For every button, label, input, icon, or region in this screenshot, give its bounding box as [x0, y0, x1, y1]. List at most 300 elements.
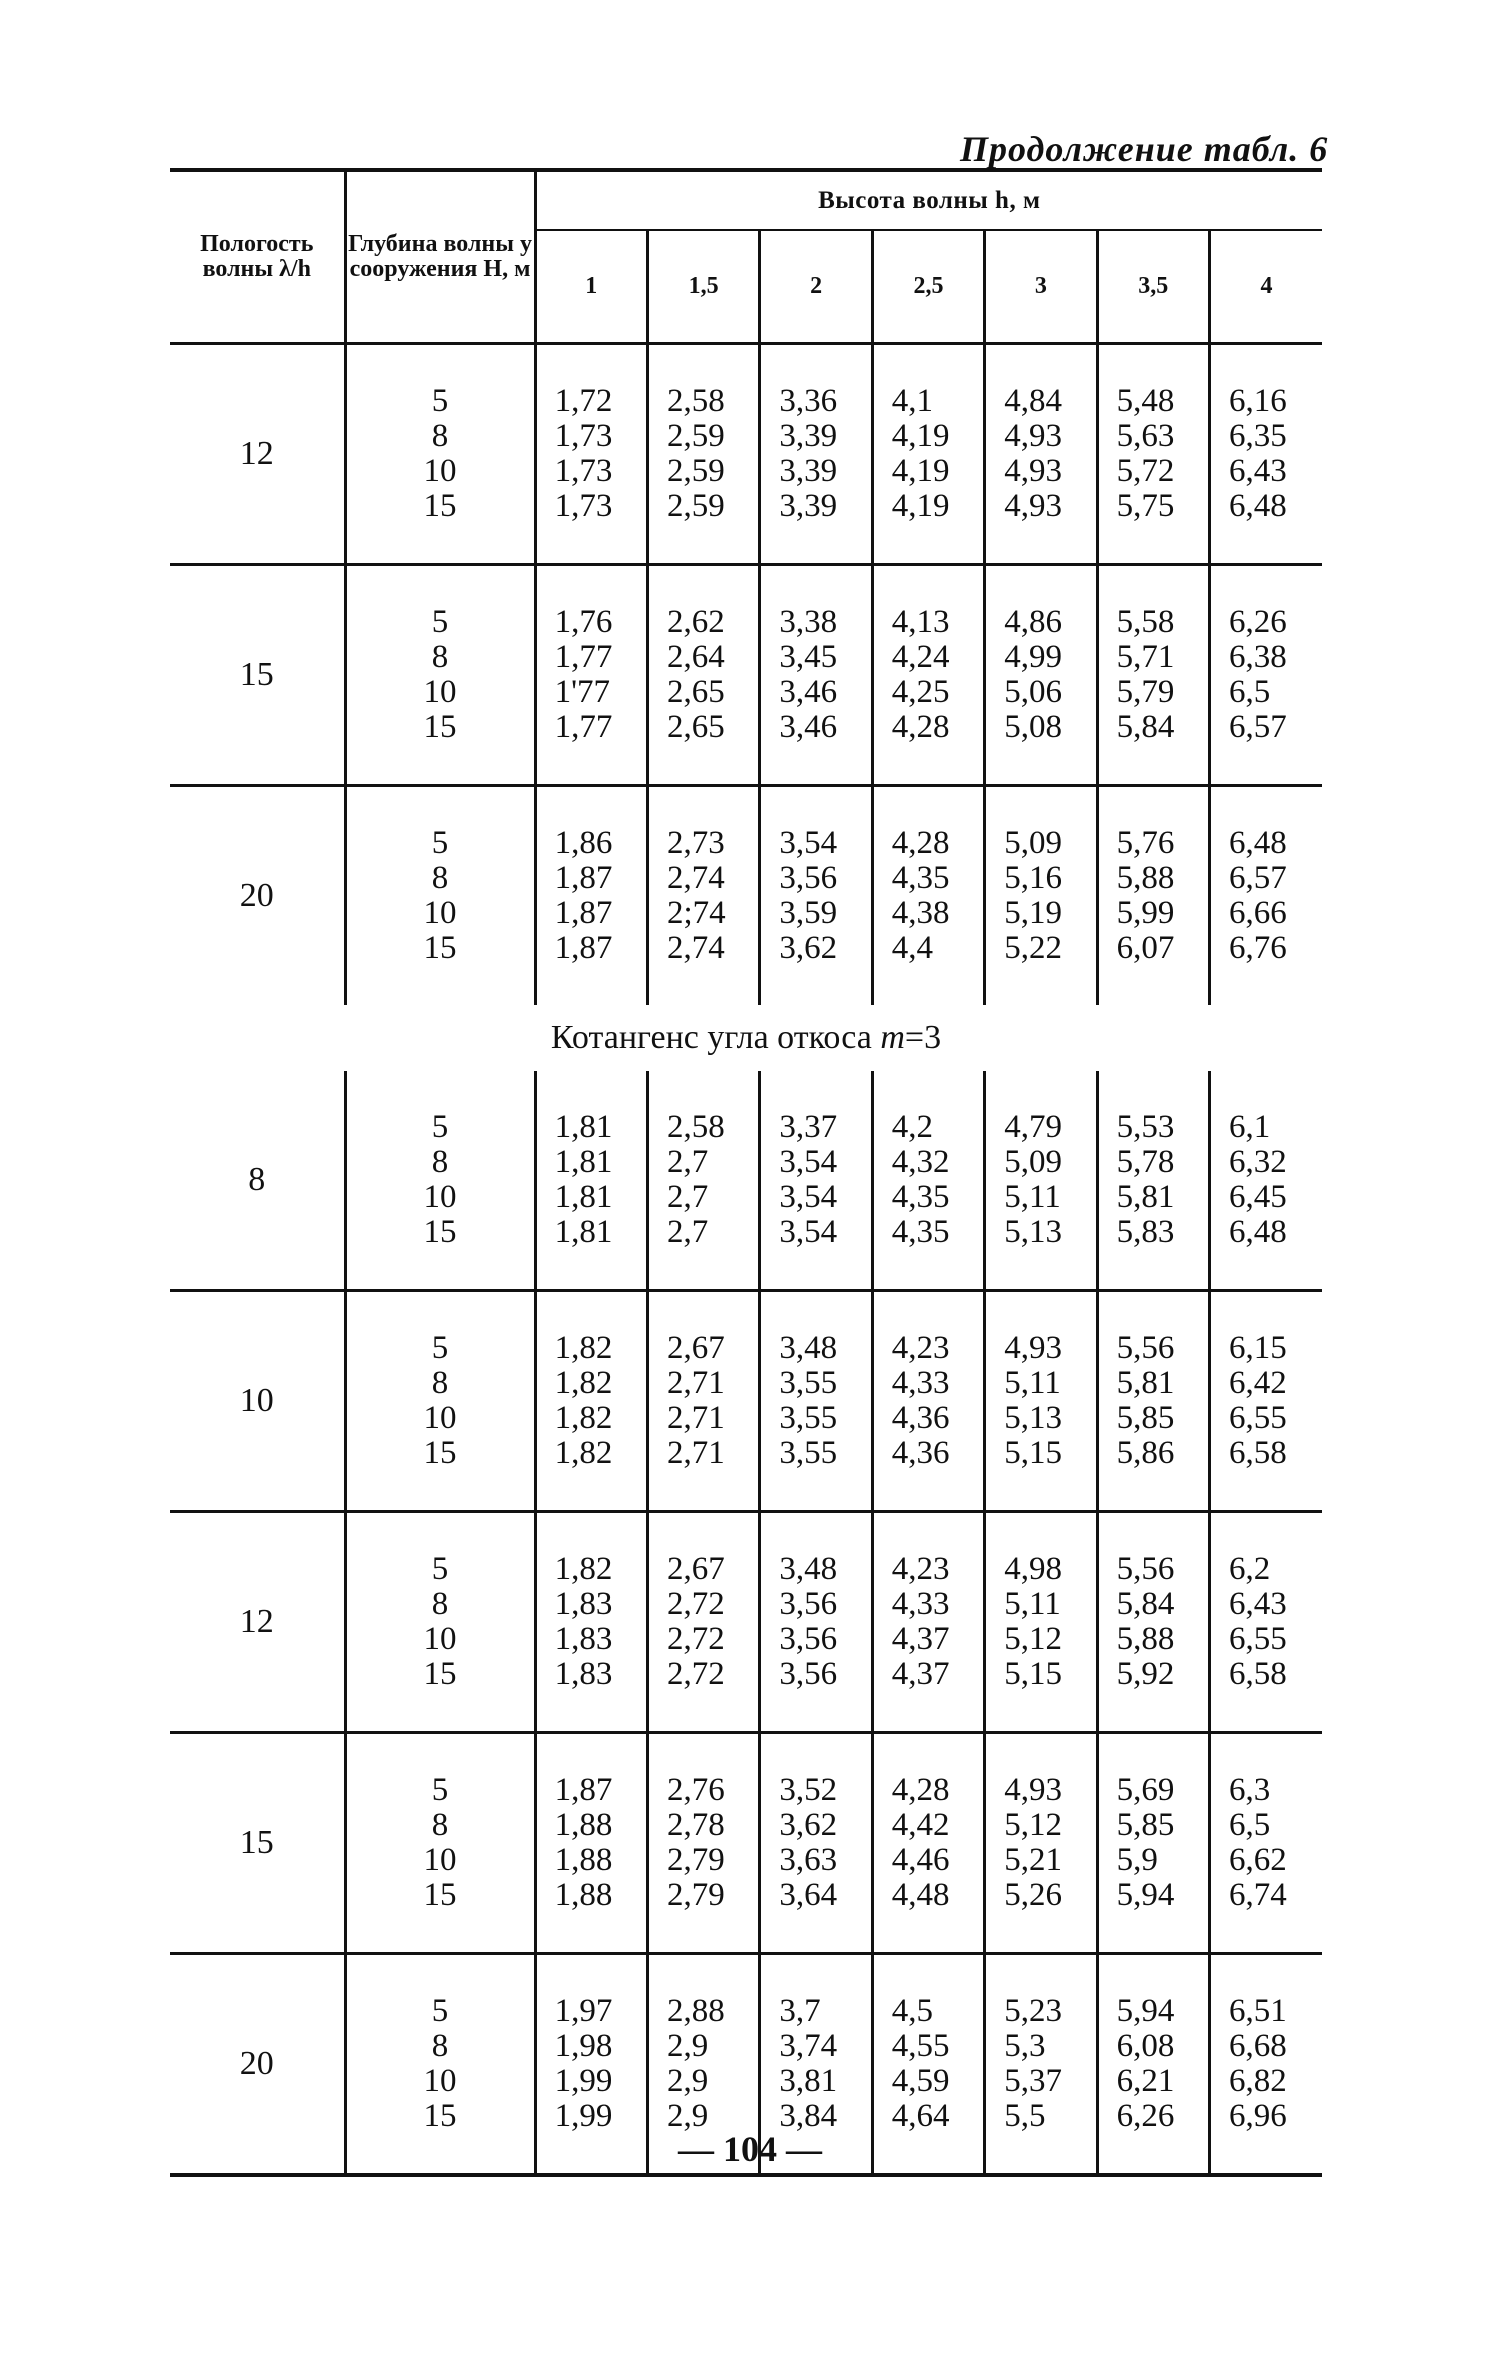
- height-column-values: [760, 565, 872, 786]
- table-cell: 4,84: [1004, 383, 1062, 419]
- subheading-value: =3: [904, 1019, 942, 1056]
- table-cell: 3,55: [779, 1435, 838, 1471]
- table-cell: 2,7: [666, 1179, 709, 1215]
- table-cell: 3,54: [779, 1179, 838, 1215]
- table-cell: 4,46: [891, 1842, 950, 1878]
- height-column-values: [1097, 786, 1209, 1006]
- height-column-values: [535, 344, 647, 565]
- height-column-values: [535, 1071, 647, 1291]
- table-cell: 5,86: [1116, 1435, 1175, 1471]
- table-cell: 1,82: [554, 1330, 613, 1366]
- depth-value: 15: [423, 1435, 457, 1471]
- table-cell: 6,57: [1229, 709, 1287, 745]
- table-cell: 2;74: [666, 895, 726, 931]
- depth-value: 5: [431, 1551, 449, 1587]
- table-cell: 5,9: [1116, 1842, 1158, 1878]
- depth-value: 15: [423, 1877, 457, 1913]
- header-height-0: 1: [535, 230, 647, 344]
- header-height-4: 3: [985, 230, 1097, 344]
- table-cell: 5,58: [1116, 604, 1175, 640]
- depth-values: [345, 344, 535, 565]
- table-row: [170, 786, 1322, 1006]
- depth-value: 10: [423, 1842, 457, 1878]
- height-column-values: [1210, 786, 1323, 1006]
- table-cell: 4,93: [1004, 453, 1062, 489]
- table-cell: 1,83: [554, 1586, 613, 1622]
- table-cell: 2,74: [666, 860, 725, 896]
- depth-values: [345, 1512, 535, 1733]
- table-cell: 1,82: [554, 1551, 613, 1587]
- table-cell: 3,62: [779, 930, 838, 966]
- height-column-values: [647, 1512, 759, 1733]
- header-wave-height-group: Высота волны h, м: [535, 170, 1322, 230]
- table-row: [170, 344, 1322, 565]
- table-cell: 1'77: [554, 674, 611, 710]
- depth-value: 15: [423, 1214, 457, 1250]
- table-row: [170, 1291, 1322, 1512]
- table-cell: 4,93: [1004, 1772, 1062, 1808]
- height-column-values: [647, 1071, 759, 1291]
- table-cell: 5,69: [1116, 1772, 1175, 1808]
- table-cell: 1,99: [554, 2098, 613, 2134]
- table-cell: 1,88: [554, 1877, 613, 1913]
- height-column-values: [535, 1512, 647, 1733]
- table-cell: 3,48: [779, 1551, 838, 1587]
- table-cell: 3,63: [779, 1842, 838, 1878]
- table-cell: 5,09: [1004, 825, 1062, 861]
- table-cell: 5,12: [1004, 1621, 1062, 1657]
- depth-value: 10: [423, 1621, 457, 1657]
- table-cell: 4,32: [891, 1144, 950, 1180]
- depth-value: 10: [423, 895, 457, 931]
- table-cell: 1,81: [554, 1144, 613, 1180]
- table-cell: 3,59: [779, 895, 838, 931]
- table-cell: 6,43: [1229, 453, 1287, 489]
- table-cell: 3,55: [779, 1400, 838, 1436]
- table-cell: 5,72: [1116, 453, 1175, 489]
- depth-value: 8: [431, 1365, 449, 1401]
- table-cell: 1,99: [554, 2063, 613, 2099]
- steepness-value: 8: [248, 1161, 266, 1198]
- table-cell: 5,26: [1004, 1877, 1062, 1913]
- table-cell: 6,76: [1229, 930, 1287, 966]
- table-cell: 3,56: [779, 860, 838, 896]
- table-cell: 5,53: [1116, 1109, 1175, 1145]
- table-row: [170, 1733, 1322, 1954]
- table-cell: 4,33: [891, 1586, 950, 1622]
- table-cell: 5,06: [1004, 674, 1062, 710]
- table-cell: 1,76: [554, 604, 613, 640]
- height-column-values: [985, 786, 1097, 1006]
- table-cell: 6,58: [1229, 1435, 1287, 1471]
- table-cell: 5,15: [1004, 1656, 1062, 1692]
- steepness-value: 15: [170, 565, 345, 786]
- table-cell: 3,48: [779, 1330, 838, 1366]
- table-cell: 6,57: [1229, 860, 1287, 896]
- depth-value: 15: [423, 709, 457, 745]
- table-cell: 1,73: [554, 488, 613, 524]
- depth-value: 5: [431, 1993, 449, 2029]
- height-column-values: [760, 1733, 872, 1954]
- table-cell: 2,76: [666, 1772, 725, 1808]
- table-cell: 4,28: [891, 825, 950, 861]
- depth-values: [345, 1733, 535, 1954]
- depth-value: 10: [423, 1400, 457, 1436]
- table-cell: 6,74: [1229, 1877, 1287, 1913]
- table-cell: 5,92: [1116, 1656, 1175, 1692]
- table-cell: 1,77: [554, 639, 613, 675]
- table-cell: 4,1: [891, 383, 934, 419]
- table-cell: 2,59: [666, 488, 725, 524]
- depth-values: [345, 1071, 535, 1291]
- table-cell: 2,59: [666, 453, 725, 489]
- height-column-values: [647, 344, 759, 565]
- depth-values: [345, 1291, 535, 1512]
- table-cell: 4,5: [891, 1993, 934, 2029]
- height-column-values: [872, 1071, 984, 1291]
- table-cell: 6,68: [1229, 2028, 1287, 2064]
- table-cell: 6,21: [1116, 2063, 1175, 2099]
- table-row: [170, 1512, 1322, 1733]
- table-cell: 5,75: [1116, 488, 1175, 524]
- table-cell: 2,72: [666, 1621, 725, 1657]
- depth-value: 5: [431, 825, 449, 861]
- depth-value: 10: [423, 1179, 457, 1215]
- table-cell: 6,1: [1229, 1109, 1271, 1145]
- table-cell: 1,82: [554, 1365, 613, 1401]
- depth-value: 5: [431, 1330, 449, 1366]
- height-column-values: [760, 344, 872, 565]
- table-cell: 2,7: [666, 1214, 709, 1250]
- table-cell: 4,86: [1004, 604, 1062, 640]
- table-cell: 5,12: [1004, 1807, 1062, 1843]
- table-cell: 2,71: [666, 1365, 725, 1401]
- table-cell: 5,94: [1116, 1877, 1175, 1913]
- height-column-values: [760, 1291, 872, 1512]
- table-cell: 6,58: [1229, 1656, 1287, 1692]
- table-cell: 6,08: [1116, 2028, 1175, 2064]
- height-column-values: [985, 1512, 1097, 1733]
- height-column-values: [1210, 1071, 1323, 1291]
- table-cell: 6,55: [1229, 1400, 1287, 1436]
- table-cell: 3,56: [779, 1656, 838, 1692]
- height-column-values: [535, 1291, 647, 1512]
- table-cell: 3,84: [779, 2098, 838, 2134]
- subheading-symbol: m: [880, 1019, 905, 1056]
- table-cell: 3,39: [779, 453, 838, 489]
- table-cell: 2,58: [666, 383, 725, 419]
- header-height-1: 1,5: [647, 230, 759, 344]
- table-cell: 4,13: [891, 604, 950, 640]
- table-cell: 5,23: [1004, 1993, 1062, 2029]
- table-cell: 2,67: [666, 1330, 725, 1366]
- table-cell: 1,83: [554, 1621, 613, 1657]
- steepness-value: 20: [170, 786, 345, 1006]
- table-cell: 1,97: [554, 1993, 613, 2029]
- table-cell: 6,96: [1229, 2098, 1287, 2134]
- table-cell: 4,24: [891, 639, 950, 675]
- table-cell: 2,9: [666, 2028, 709, 2064]
- table-cell: 6,26: [1229, 604, 1287, 640]
- table-cell: 2,78: [666, 1807, 725, 1843]
- header-height-3: 2,5: [872, 230, 984, 344]
- header-height-6: 4: [1210, 230, 1323, 344]
- depth-value: 15: [423, 930, 457, 966]
- table-cell: 3,81: [779, 2063, 838, 2099]
- height-column-values: [1210, 1512, 1323, 1733]
- depth-value: 10: [423, 2063, 457, 2099]
- header-height-2: 2: [760, 230, 872, 344]
- table-cell: 2,65: [666, 709, 725, 745]
- table-cell: 2,71: [666, 1400, 725, 1436]
- table-cell: 4,35: [891, 860, 950, 896]
- height-column-values: [985, 565, 1097, 786]
- table-cell: 1,73: [554, 418, 613, 454]
- height-column-values: [1097, 1733, 1209, 1954]
- table-cell: 2,79: [666, 1877, 725, 1913]
- table-cell: 4,79: [1004, 1109, 1062, 1145]
- steepness-value: 10: [170, 1291, 345, 1512]
- table-cell: 3,45: [779, 639, 838, 675]
- table-cell: 6,3: [1229, 1772, 1271, 1808]
- table-cell: 6,48: [1229, 488, 1287, 524]
- table-cell: 3,37: [779, 1109, 838, 1145]
- height-column-values: [535, 786, 647, 1006]
- table-cell: 3,46: [779, 674, 838, 710]
- table-cell: 6,48: [1229, 1214, 1287, 1250]
- height-column-values: [872, 1512, 984, 1733]
- height-column-values: [647, 786, 759, 1006]
- table-cell: 4,25: [891, 674, 950, 710]
- depth-value: 5: [431, 604, 449, 640]
- table-cell: 3,36: [779, 383, 838, 419]
- table-cell: 4,35: [891, 1179, 950, 1215]
- table-cell: 4,42: [891, 1807, 950, 1843]
- table-cell: 5,85: [1116, 1400, 1175, 1436]
- table-cell: 5,56: [1116, 1551, 1175, 1587]
- table-cell: 2,9: [666, 2098, 709, 2134]
- depth-value: 15: [423, 488, 457, 524]
- table-cell: 4,23: [891, 1551, 950, 1587]
- depth-value: 8: [431, 1144, 449, 1180]
- table-cell: 3,62: [779, 1807, 838, 1843]
- table-cell: 2,9: [666, 2063, 709, 2099]
- height-column-values: [647, 565, 759, 786]
- depth-value: 8: [431, 639, 449, 675]
- table-cell: 2,71: [666, 1435, 725, 1471]
- table-continuation-caption: Продолжение табл. 6: [960, 129, 1329, 169]
- depth-value: 8: [431, 2028, 449, 2064]
- height-column-values: [1210, 344, 1323, 565]
- table-cell: 6,45: [1229, 1179, 1287, 1215]
- table-cell: 5,56: [1116, 1330, 1175, 1366]
- table-cell: 5,16: [1004, 860, 1062, 896]
- table-cell: 1,81: [554, 1179, 613, 1215]
- page-number: — 104 —: [678, 2129, 822, 2169]
- table-cell: 2,7: [666, 1144, 709, 1180]
- table-cell: 2,79: [666, 1842, 725, 1878]
- height-column-values: [1097, 1071, 1209, 1291]
- table-cell: 5,3: [1004, 2028, 1046, 2064]
- table-cell: 6,82: [1229, 2063, 1287, 2099]
- table-cell: 4,19: [891, 488, 950, 524]
- table-cell: 2,62: [666, 604, 725, 640]
- table-cell: 5,78: [1116, 1144, 1175, 1180]
- table-cell: 6,5: [1229, 1807, 1271, 1843]
- table-cell: 3,54: [779, 1144, 838, 1180]
- height-column-values: [872, 1291, 984, 1512]
- height-column-values: [647, 1291, 759, 1512]
- depth-value: 5: [431, 383, 449, 419]
- table-cell: 2,72: [666, 1656, 725, 1692]
- depth-value: 10: [423, 453, 457, 489]
- table-cell: 4,2: [891, 1109, 934, 1145]
- height-column-values: [1210, 1291, 1323, 1512]
- height-column-values: [985, 1291, 1097, 1512]
- table-cell: 5,88: [1116, 860, 1175, 896]
- height-column-values: [760, 786, 872, 1006]
- height-column-values: [760, 1071, 872, 1291]
- depth-value: 8: [431, 860, 449, 896]
- table-cell: 1,88: [554, 1807, 613, 1843]
- table-cell: 6,66: [1229, 895, 1287, 931]
- table-cell: 5,71: [1116, 639, 1175, 675]
- table-cell: 4,99: [1004, 639, 1062, 675]
- table-cell: 6,16: [1229, 383, 1287, 419]
- table-cell: 2,88: [666, 1993, 725, 2029]
- table-cell: 5,81: [1116, 1179, 1175, 1215]
- table-cell: 3,39: [779, 418, 838, 454]
- table-cell: 5,79: [1116, 674, 1175, 710]
- height-column-values: [1097, 1291, 1209, 1512]
- depth-value: 10: [423, 674, 457, 710]
- table-cell: 4,4: [891, 930, 934, 966]
- height-column-values: [985, 344, 1097, 565]
- table-cell: 4,19: [891, 453, 950, 489]
- table-cell: 5,84: [1116, 1586, 1175, 1622]
- table-cell: 5,13: [1004, 1400, 1062, 1436]
- depth-value: 15: [423, 1656, 457, 1692]
- table-cell: 3,7: [779, 1993, 821, 2029]
- table-cell: 2,64: [666, 639, 725, 675]
- table-cell: 6,32: [1229, 1144, 1287, 1180]
- table-cell: 6,15: [1229, 1330, 1287, 1366]
- table-cell: 5,5: [1004, 2098, 1046, 2134]
- table-cell: 1,81: [554, 1109, 613, 1145]
- table-cell: 4,23: [891, 1330, 950, 1366]
- header-depth: Глубина волны у сооружения H, м: [345, 170, 535, 344]
- table-cell: 5,84: [1116, 709, 1175, 745]
- table-cell: 5,81: [1116, 1365, 1175, 1401]
- table-cell: 6,48: [1229, 825, 1287, 861]
- table-cell: 5,11: [1004, 1586, 1061, 1622]
- table-cell: 4,28: [891, 1772, 950, 1808]
- height-column-values: [985, 1071, 1097, 1291]
- table-cell: 6,62: [1229, 1842, 1287, 1878]
- table-cell: 5,94: [1116, 1993, 1175, 2029]
- height-column-values: [872, 344, 984, 565]
- table-cell: 4,35: [891, 1214, 950, 1250]
- height-column-values: [985, 1733, 1097, 1954]
- table-cell: 2,59: [666, 418, 725, 454]
- table-cell: 5,99: [1116, 895, 1175, 931]
- steepness-value: 12: [239, 435, 274, 472]
- table-cell: 4,36: [891, 1435, 950, 1471]
- table-cell: 5,76: [1116, 825, 1175, 861]
- height-column-values: [647, 1733, 759, 1954]
- table-cell: 3,54: [779, 825, 838, 861]
- table-cell: 2,74: [666, 930, 725, 966]
- table-cell: 1,73: [554, 453, 613, 489]
- table-cell: 4,93: [1004, 1330, 1062, 1366]
- table-cell: 6,07: [1116, 930, 1175, 966]
- table-cell: 1,77: [554, 709, 613, 745]
- table-cell: 1,82: [554, 1400, 613, 1436]
- table-cell: 5,11: [1004, 1179, 1061, 1215]
- table-cell: 5,85: [1116, 1807, 1175, 1843]
- table-cell: 1,72: [554, 383, 613, 419]
- steepness-value: 15: [170, 1733, 345, 1954]
- table-cell: 1,83: [554, 1656, 613, 1692]
- table-cell: 5,48: [1116, 383, 1175, 419]
- table-cell: 6,38: [1229, 639, 1287, 675]
- table-cell: 2,73: [666, 825, 725, 861]
- depth-values: [345, 786, 535, 1006]
- depth-value: 5: [431, 1772, 449, 1808]
- height-column-values: [760, 1512, 872, 1733]
- depth-value: 8: [431, 418, 449, 454]
- depth-values: [345, 565, 535, 786]
- table-row: [170, 1071, 1322, 1291]
- table-cell: 1,81: [554, 1214, 613, 1250]
- steepness-value: 20: [170, 1954, 345, 2176]
- section-subheading-row: [170, 1005, 1322, 1071]
- table-cell: 6,5: [1229, 674, 1271, 710]
- table-cell: 5,63: [1116, 418, 1175, 454]
- table-cell: 4,48: [891, 1877, 950, 1913]
- height-column-values: [535, 1733, 647, 1954]
- height-column-values: [872, 1733, 984, 1954]
- table-cell: 3,52: [779, 1772, 838, 1808]
- table-cell: 3,38: [779, 604, 838, 640]
- table-cell: 5,13: [1004, 1214, 1062, 1250]
- height-column-values: [1097, 565, 1209, 786]
- table-cell: 5,09: [1004, 1144, 1062, 1180]
- table-cell: 3,46: [779, 709, 838, 745]
- depth-value: 8: [431, 1586, 449, 1622]
- steepness-value: 12: [170, 1512, 345, 1733]
- height-column-values: [1097, 344, 1209, 565]
- table-cell: 5,22: [1004, 930, 1062, 966]
- table-cell: 6,55: [1229, 1621, 1287, 1657]
- table-cell: 1,86: [554, 825, 613, 861]
- table-cell: 4,98: [1004, 1551, 1062, 1587]
- table-cell: 2,58: [666, 1109, 725, 1145]
- table-cell: 4,28: [891, 709, 950, 745]
- table-cell: 3,56: [779, 1586, 838, 1622]
- table-cell: 1,87: [554, 930, 613, 966]
- table-cell: 4,38: [891, 895, 950, 931]
- subheading-text: Котангенс угла откоса: [550, 1019, 872, 1056]
- table-cell: 2,67: [666, 1551, 725, 1587]
- section-subheading: [170, 1005, 1322, 1071]
- table-cell: 4,93: [1004, 418, 1062, 454]
- table-cell: 5,37: [1004, 2063, 1062, 2099]
- table-cell: 5,21: [1004, 1842, 1062, 1878]
- height-column-values: [1210, 1733, 1323, 1954]
- table-cell: 2,72: [666, 1586, 725, 1622]
- table-cell: 4,19: [891, 418, 950, 454]
